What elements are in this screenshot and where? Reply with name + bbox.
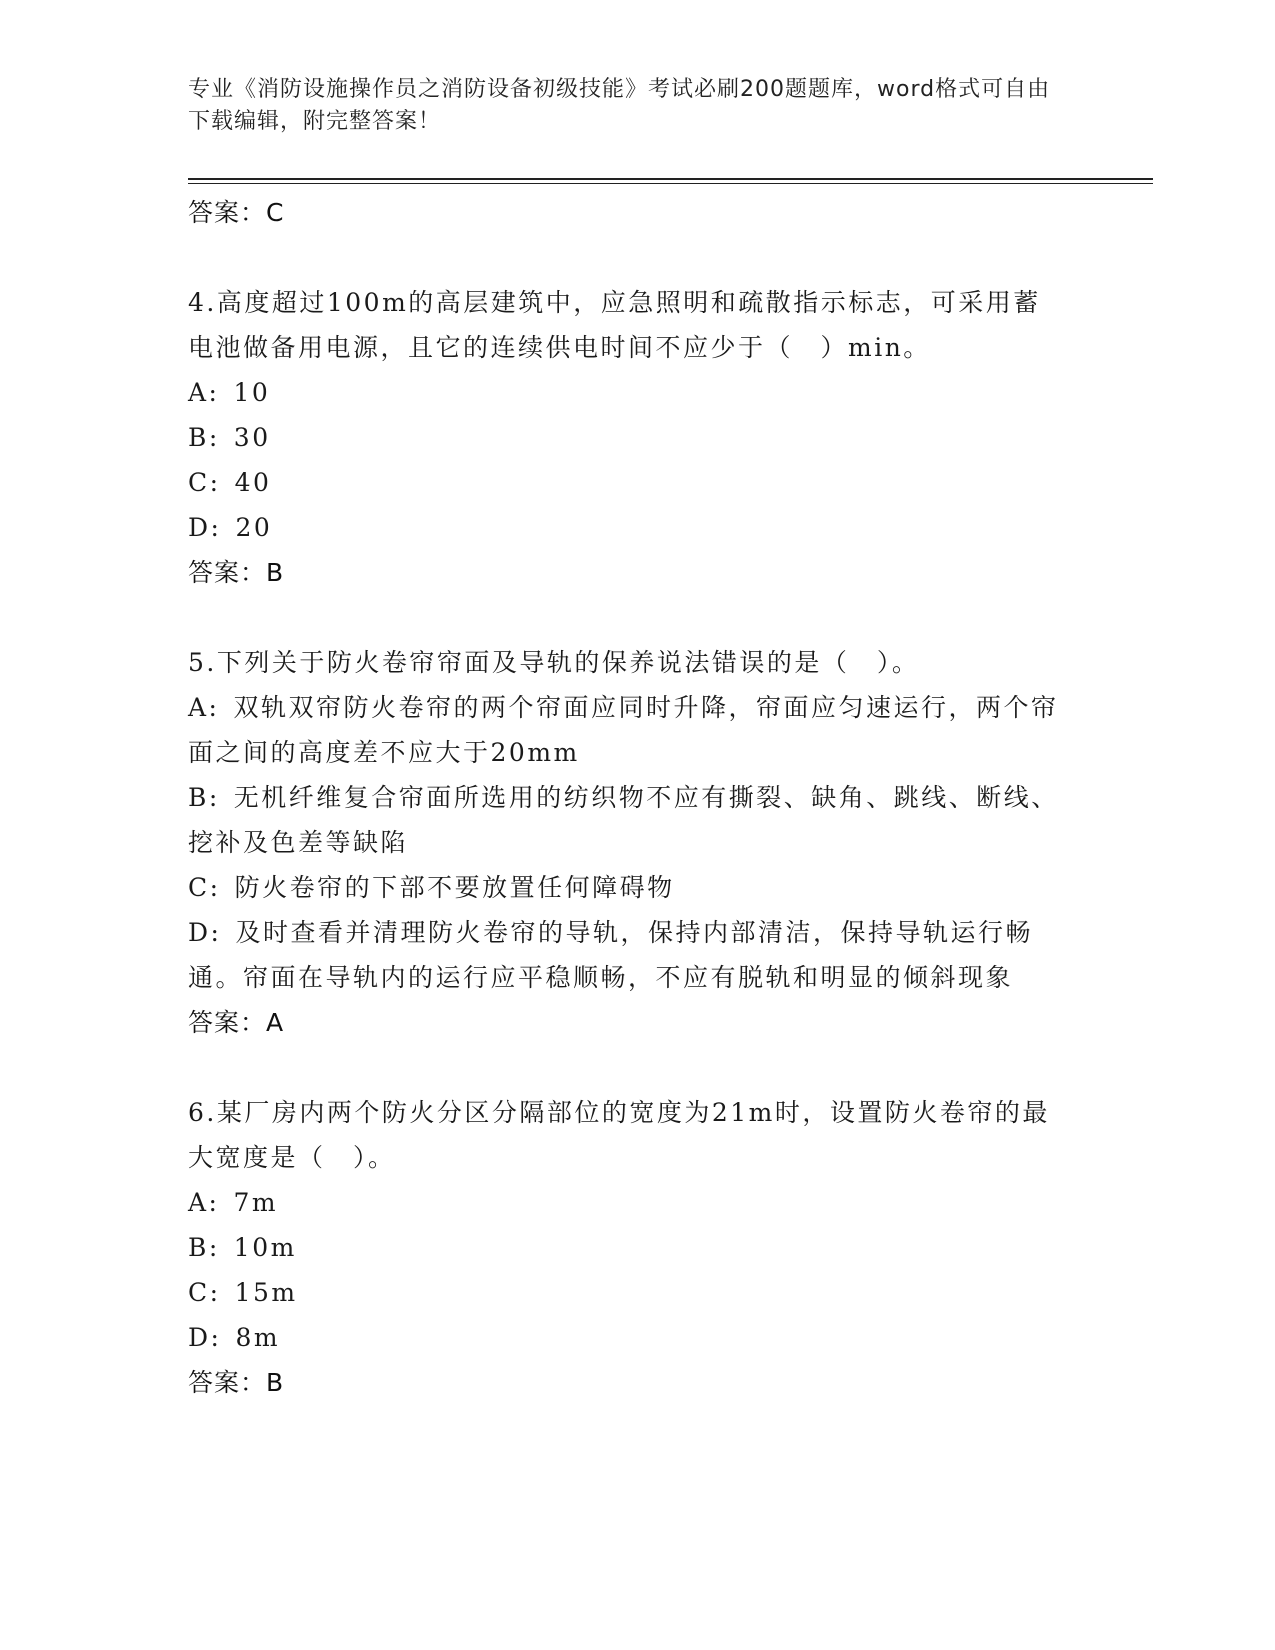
option-a <box>188 685 1068 775</box>
question-block <box>188 280 1068 595</box>
option-text: 10 <box>233 378 271 407</box>
question-block <box>188 640 1068 1045</box>
option-label: B: <box>188 783 220 812</box>
option-text: 防火卷帘的下部不要放置任何障碍物 <box>234 873 675 902</box>
option-label: D: <box>188 513 222 542</box>
option-b <box>188 415 1068 460</box>
option-text: 10m <box>233 1233 297 1262</box>
answer-line: 答案：B <box>188 1368 285 1397</box>
option-text: 20 <box>235 513 273 542</box>
option-label: D: <box>188 918 222 947</box>
answer-line: 答案：A <box>188 1008 285 1037</box>
option-text: 7m <box>233 1188 279 1217</box>
option-text: 30 <box>233 423 271 452</box>
option-label: A: <box>188 1188 220 1217</box>
option-label: A: <box>188 693 220 722</box>
option-text: 40 <box>234 468 272 497</box>
question-list <box>188 190 1068 1405</box>
option-label: C: <box>188 873 221 902</box>
option-b <box>188 775 1068 865</box>
option-b <box>188 1225 1068 1270</box>
question-text: 6.某厂房内两个防火分区分隔部位的宽度为21m时，设置防火卷帘的最大宽度是（ ）。 <box>188 1098 1050 1172</box>
option-text: 无机纤维复合帘面所选用的纺织物不应有撕裂、缺角、跳线、断线、挖补及色差等缺陷 <box>188 783 1059 857</box>
option-label: B: <box>188 423 220 452</box>
option-label: A: <box>188 378 220 407</box>
answer-line: 答案：C <box>188 198 285 227</box>
answer-line: 答案：B <box>188 558 285 587</box>
question-text: 5.下列关于防火卷帘帘面及导轨的保养说法错误的是（ ）。 <box>188 648 920 677</box>
option-label: B: <box>188 1233 220 1262</box>
page-header: 专业《消防设施操作员之消防设备初级技能》考试必刷200题题库，word格式可自由下载编辑，附完整答案！ <box>188 77 1051 134</box>
option-a <box>188 1180 1068 1225</box>
header-divider-thin <box>188 183 1153 184</box>
option-d <box>188 910 1068 1000</box>
header-divider-thick <box>188 178 1153 180</box>
option-text: 8m <box>235 1323 281 1352</box>
option-c <box>188 865 1068 910</box>
option-text: 15m <box>234 1278 298 1307</box>
option-label: C: <box>188 1278 221 1307</box>
question-text: 4.高度超过100m的高层建筑中，应急照明和疏散指示标志，可采用蓄电池做备用电源，且它的连续供电时间不应少于（ ）min。 <box>188 288 1041 362</box>
option-label: C: <box>188 468 221 497</box>
option-c <box>188 1270 1068 1315</box>
option-d <box>188 505 1068 550</box>
option-label: D: <box>188 1323 222 1352</box>
option-text: 双轨双帘防火卷帘的两个帘面应同时升降，帘面应匀速运行，两个帘面之间的高度差不应大于20mm <box>188 693 1059 767</box>
option-c <box>188 460 1068 505</box>
option-text: 及时查看并清理防火卷帘的导轨，保持内部清洁，保持导轨运行畅通。帘面在导轨内的运行应平稳顺畅，不应有脱轨和明显的倾斜现象 <box>188 918 1033 992</box>
option-a <box>188 370 1068 415</box>
question-block <box>188 1090 1068 1405</box>
option-d <box>188 1315 1068 1360</box>
